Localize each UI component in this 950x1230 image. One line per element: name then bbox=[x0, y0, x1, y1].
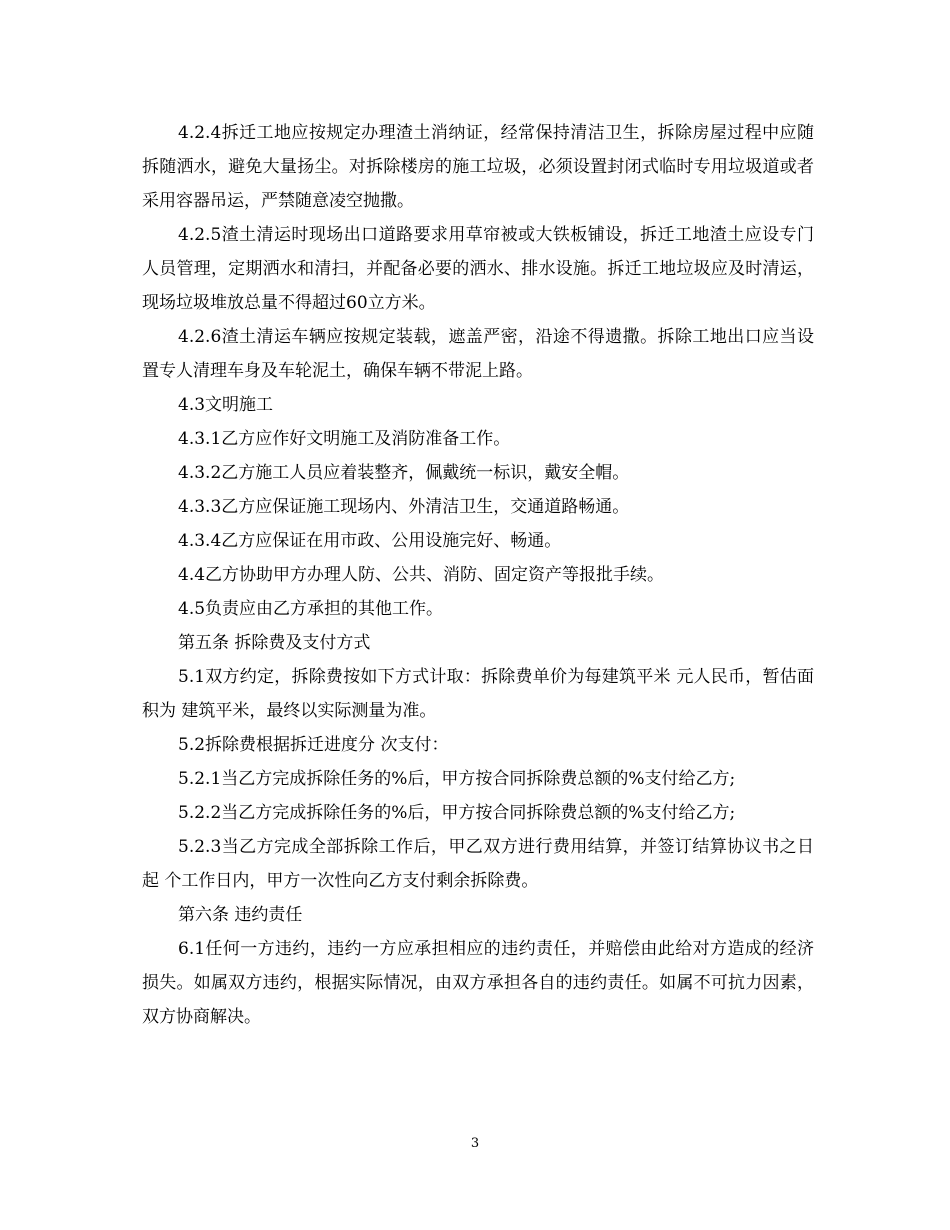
paragraph-6-1: 6.1任何一方违约，违约一方应承担相应的违约责任，并赔偿由此给对方造成的经济损失。如属双方违约，根据实际情况，由双方承担各自的违约责任。如属不可抗力因素，双方协商解决。 bbox=[142, 939, 814, 1027]
paragraph-4-2-5: 4.2.5渣土清运时现场出口道路要求用草帘被或大铁板铺设，拆迁工地渣土应设专门人员管理，定期洒水和清扫，并配备必要的洒水、排水设施。拆迁工地垃圾应及时清运，现场垃圾堆放总量不得超过60立方米。 bbox=[142, 225, 814, 313]
article-heading-6: 第六条 违约责任 bbox=[178, 905, 303, 925]
paragraph-4-3-4: 4.3.4乙方应保证在用市政、公用设施完好、畅通。 bbox=[178, 531, 562, 551]
paragraph-4-2-4: 4.2.4拆迁工地应按规定办理渣土消纳证，经常保持清洁卫生，拆除房屋过程中应随拆随洒水，避免大量扬尘。对拆除楼房的施工垃圾，必须设置封闭式临时专用垃圾道或者采用容器吊运，严禁随意凌空抛撒。 bbox=[142, 123, 814, 211]
paragraph-4-3-3: 4.3.3乙方应保证施工现场内、外清洁卫生，交通道路畅通。 bbox=[178, 497, 630, 517]
paragraph-5-2: 5.2拆除费根据拆迁进度分 次支付： bbox=[178, 735, 449, 755]
document-body bbox=[142, 116, 814, 1034]
paragraph-4-3-2: 4.3.2乙方施工人员应着装整齐，佩戴统一标识，戴安全帽。 bbox=[178, 463, 630, 483]
paragraph-5-2-1: 5.2.1当乙方完成拆除任务的%后，甲方按合同拆除费总额的%支付给乙方; bbox=[178, 769, 736, 789]
paragraph-4-4: 4.4乙方协助甲方办理人防、公共、消防、固定资产等报批手续。 bbox=[178, 565, 665, 585]
section-heading-4-3: 4.3文明施工 bbox=[178, 395, 274, 415]
paragraph-4-3-1: 4.3.1乙方应作好文明施工及消防准备工作。 bbox=[178, 429, 511, 449]
paragraph-4-2-6: 4.2.6渣土清运车辆应按规定装载，遮盖严密，沿途不得遗撒。拆除工地出口应当设置专人清理车身及车轮泥土，确保车辆不带泥上路。 bbox=[142, 327, 814, 381]
paragraph-5-2-2: 5.2.2当乙方完成拆除任务的%后，甲方按合同拆除费总额的%支付给乙方; bbox=[178, 803, 736, 823]
article-heading-5: 第五条 拆除费及支付方式 bbox=[178, 633, 371, 653]
page-number: 3 bbox=[470, 1136, 480, 1151]
paragraph-5-1: 5.1双方约定，拆除费按如下方式计取：拆除费单价为每建筑平米 元人民币，暂估面积为 建筑平米，最终以实际测量为准。 bbox=[142, 667, 814, 721]
paragraph-5-2-3: 5.2.3当乙方完成全部拆除工作后，甲乙双方进行费用结算，并签订结算协议书之日起 个工作日内，甲方一次性向乙方支付剩余拆除费。 bbox=[142, 837, 814, 891]
paragraph-4-5: 4.5负责应由乙方承担的其他工作。 bbox=[178, 599, 444, 619]
